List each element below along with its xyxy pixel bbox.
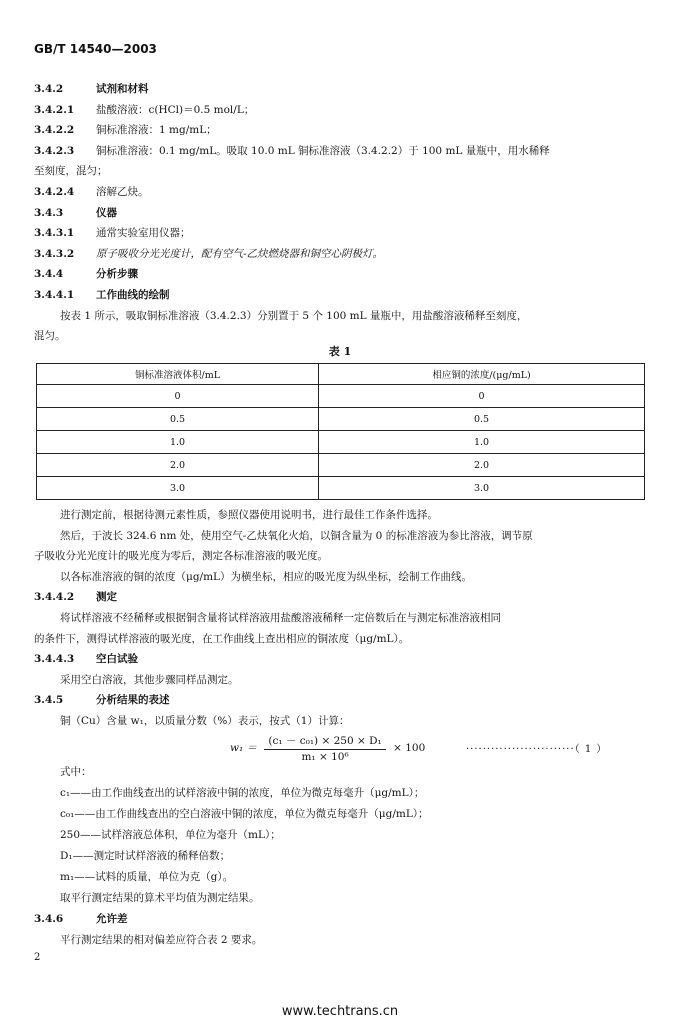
text-line bbox=[34, 652, 138, 666]
table-cell: 1.0 bbox=[319, 431, 645, 454]
clause-text: 按表 1 所示，吸取铜标准溶液（3.4.2.3）分别置于 5 个 100 mL 量瓶中，用盐酸溶液稀释至刻度， bbox=[60, 309, 528, 322]
clause-text: 式中： bbox=[60, 766, 92, 778]
table-cell: 0.5 bbox=[37, 408, 319, 431]
text-line bbox=[34, 912, 128, 926]
formula-leader-dots: ·························· bbox=[466, 744, 575, 755]
clause-number: 3.4.4.1 bbox=[34, 289, 75, 301]
table-cell: 3.0 bbox=[37, 477, 319, 500]
clause-text: 铜标准溶液：1 mg/mL； bbox=[96, 124, 217, 137]
text-line bbox=[34, 123, 217, 137]
text-line bbox=[60, 828, 281, 842]
clause-text: 分析结果的表述 bbox=[96, 694, 170, 707]
table-cell: 0 bbox=[319, 385, 645, 408]
clause-number: 3.4.5 bbox=[34, 694, 64, 707]
clause-number: 3.4.2.1 bbox=[34, 103, 75, 116]
table-header-cell: 铜标准溶液体积/mL bbox=[37, 364, 319, 385]
clause-text: 试剂和材料 bbox=[96, 83, 149, 95]
text-line bbox=[34, 103, 254, 117]
clause-number: 3.4.4 bbox=[34, 268, 64, 281]
table-header-row bbox=[37, 364, 645, 385]
clause-text: 取平行测定结果的算术平均值为测定结果。 bbox=[60, 892, 260, 904]
footer-url: www.techtrans.cn bbox=[281, 1004, 399, 1019]
text-line bbox=[60, 529, 533, 543]
clause-text: 至刻度，混匀； bbox=[34, 165, 108, 178]
text-line bbox=[60, 786, 424, 800]
table-cell: 0.5 bbox=[319, 408, 645, 431]
text-line bbox=[34, 329, 66, 343]
clause-text: 溶解乙炔。 bbox=[96, 186, 149, 198]
table-row bbox=[37, 454, 645, 477]
clause-text: c₀₁——由工作曲线查出的空白溶液中铜的浓度，单位为微克每毫升（μg/mL）； bbox=[60, 808, 429, 820]
text-line bbox=[60, 714, 350, 728]
formula-1 bbox=[230, 733, 425, 763]
clause-text: c₁——由工作曲线查出的试样溶液中铜的浓度，单位为微克每毫升（μg/mL）； bbox=[60, 787, 425, 799]
clause-text: 进行测定前，根据待测元素性质，参照仪器使用说明书，进行最佳工作条件选择。 bbox=[60, 509, 438, 521]
formula-fraction bbox=[264, 733, 385, 763]
table-cell: 0 bbox=[37, 385, 319, 408]
clause-text: 然后，于波长 324.6 nm 处，使用空气-乙炔氧化火焰，以铜含量为 0 的标准溶液为参比溶液，调节原 bbox=[60, 529, 533, 542]
text-line bbox=[60, 765, 92, 779]
text-line bbox=[60, 309, 527, 323]
clause-text: D₁——测定时试样溶液的稀释倍数； bbox=[60, 850, 231, 862]
table-row bbox=[37, 431, 645, 454]
clause-number: 3.4.3.1 bbox=[34, 227, 75, 240]
clause-text: 铜（Cu）含量 w₁，以质量分数（%）表示，按式（1）计算： bbox=[60, 715, 350, 727]
text-line bbox=[60, 570, 472, 584]
clause-text: 工作曲线的绘制 bbox=[96, 289, 170, 301]
clause-number: 3.4.4.3 bbox=[34, 653, 75, 666]
text-line bbox=[60, 870, 233, 884]
formula-lhs: w₁ ＝ bbox=[230, 742, 258, 754]
text-line bbox=[34, 247, 383, 261]
clause-text: 铜标准溶液：0.1 mg/mL。吸取 10.0 mL 铜标准溶液（3.4.2.2）于 100 mL 量瓶中，用水稀释 bbox=[96, 144, 550, 157]
text-line bbox=[34, 206, 117, 220]
clause-number: 3.4.2.2 bbox=[34, 124, 75, 137]
clause-text: 子吸收分光光度计的吸光度为零后，测定各标准溶液的吸光度。 bbox=[34, 550, 328, 563]
text-line bbox=[34, 226, 191, 240]
text-line bbox=[34, 632, 409, 646]
clause-text: 仪器 bbox=[96, 206, 117, 219]
text-line bbox=[34, 549, 328, 563]
table-row bbox=[37, 385, 645, 408]
table-cell: 3.0 bbox=[319, 477, 645, 500]
clause-number: 3.4.3 bbox=[34, 206, 64, 219]
clause-text: 混匀。 bbox=[34, 330, 66, 343]
table-cell: 2.0 bbox=[319, 454, 645, 477]
text-line bbox=[60, 849, 230, 863]
text-line bbox=[34, 82, 149, 96]
clause-number: 3.4.6 bbox=[34, 913, 64, 925]
text-line bbox=[60, 508, 438, 522]
text-line bbox=[34, 185, 149, 199]
clause-number: 3.4.3.2 bbox=[34, 247, 75, 260]
table-row bbox=[37, 408, 645, 431]
table-row bbox=[37, 477, 645, 500]
clause-number: 3.4.4.2 bbox=[34, 591, 75, 604]
clause-text: 原子吸收分光光度计，配有空气-乙炔燃烧器和铜空心阴极灯。 bbox=[96, 247, 384, 260]
text-line bbox=[60, 611, 501, 625]
page-number: 2 bbox=[34, 952, 41, 963]
clause-text: 分析步骤 bbox=[96, 268, 138, 281]
clause-text: 将试样溶液不经稀释或根据铜含量将试样溶液用盐酸溶液稀释一定倍数后在与测定标准溶液相同 bbox=[60, 612, 501, 624]
text-line bbox=[60, 673, 239, 687]
text-line bbox=[34, 164, 108, 178]
formula-denominator: m₁ × 10⁶ bbox=[301, 751, 349, 763]
clause-text: 空白试验 bbox=[96, 653, 138, 666]
text-line bbox=[34, 267, 138, 281]
clause-text: 以各标准溶液的铜的浓度（μg/mL）为横坐标，相应的吸光度为纵坐标，绘制工作曲线。 bbox=[60, 570, 473, 583]
formula-tail: × 100 bbox=[393, 742, 426, 754]
clause-number: 3.4.2.4 bbox=[34, 186, 75, 198]
text-line bbox=[34, 144, 550, 158]
text-line bbox=[60, 807, 429, 821]
table-header-cell: 相应铜的浓度/(μg/mL) bbox=[319, 364, 645, 385]
table-cell: 2.0 bbox=[37, 454, 319, 477]
table1 bbox=[36, 363, 645, 500]
text-line bbox=[34, 288, 170, 302]
clause-text: 平行测定结果的相对偏差应符合表 2 要求。 bbox=[60, 934, 263, 946]
text-line bbox=[34, 590, 117, 604]
text-line bbox=[34, 693, 170, 707]
clause-text: m₁——试料的质量，单位为克（g）。 bbox=[60, 871, 234, 883]
clause-number: 3.4.2 bbox=[34, 83, 64, 95]
clause-number: 3.4.2.3 bbox=[34, 144, 75, 157]
clause-text: 测定 bbox=[96, 591, 117, 604]
clause-text: 的条件下，测得试样溶液的吸光度，在工作曲线上查出相应的铜浓度（μg/mL）。 bbox=[34, 632, 410, 645]
clause-text: 采用空白溶液，其他步骤同样品测定。 bbox=[60, 673, 239, 686]
table-cell: 1.0 bbox=[37, 431, 319, 454]
document-header: GB/T 14540—2003 bbox=[34, 42, 157, 56]
clause-text: 盐酸溶液：c(HCl)＝0.5 mol/L； bbox=[96, 103, 255, 116]
clause-text: 250——试样溶液总体积，单位为毫升（mL）； bbox=[60, 829, 281, 841]
formula-numerator: (c₁ － c₀₁) × 250 × D₁ bbox=[264, 733, 385, 750]
clause-text: 通常实验室用仪器； bbox=[96, 227, 191, 240]
text-line bbox=[60, 891, 260, 905]
text-line bbox=[60, 933, 262, 947]
formula-number: ··························（ 1 ） bbox=[466, 744, 608, 755]
clause-text: 允许差 bbox=[96, 913, 128, 925]
table1-title: 表 1 bbox=[328, 345, 352, 358]
